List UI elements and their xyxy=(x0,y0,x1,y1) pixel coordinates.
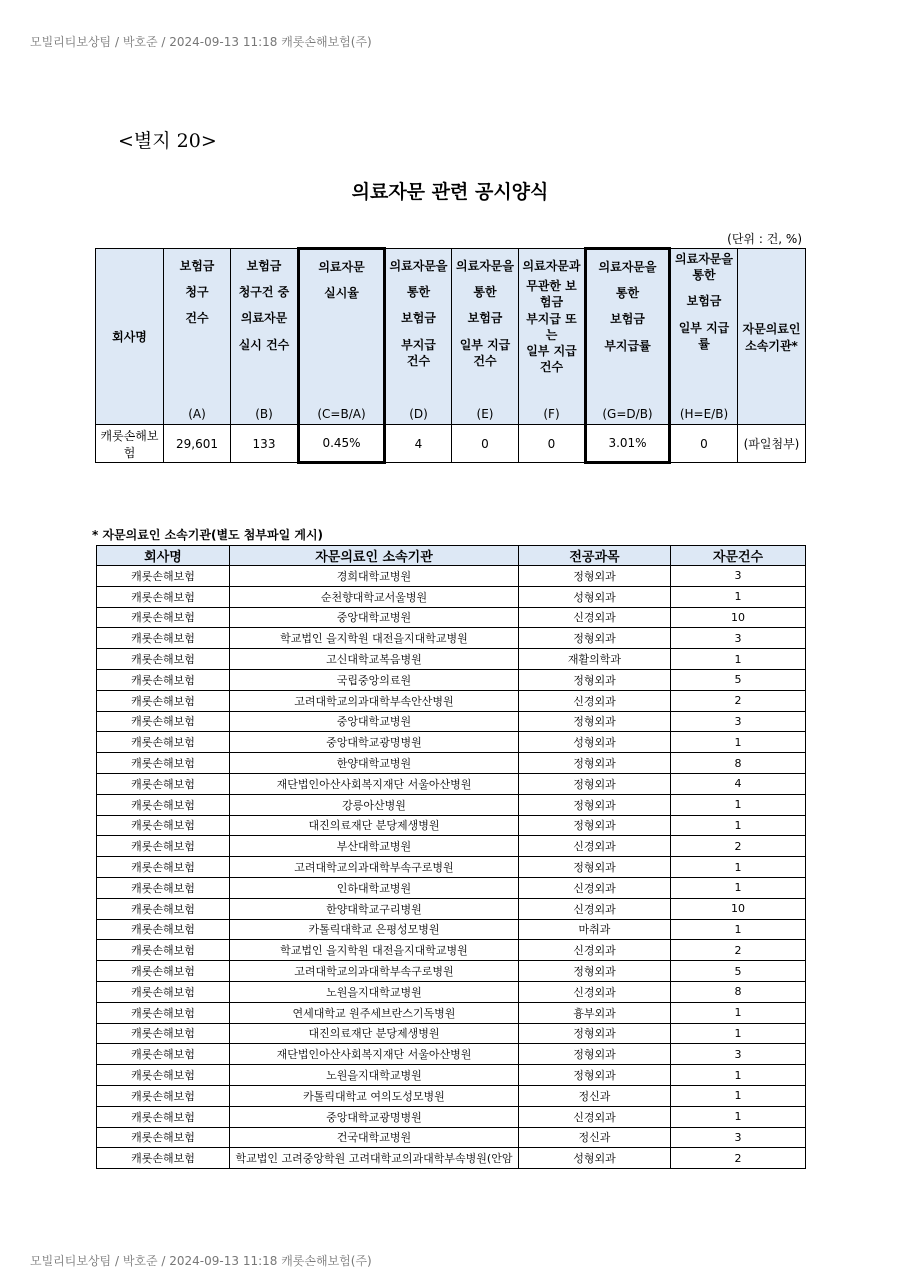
row-institution: 경희대학교병원 xyxy=(230,566,519,587)
col-specialty: 전공과목 xyxy=(519,546,671,566)
row-count: 5 xyxy=(671,669,806,690)
row-institution: 카톨릭대학교 여의도성모병원 xyxy=(230,1085,519,1106)
disclosure-summary-table xyxy=(95,247,806,464)
table-row xyxy=(97,877,806,898)
row-count: 1 xyxy=(671,919,806,940)
table-row xyxy=(97,711,806,732)
row-company: 캐롯손해보험 xyxy=(97,1044,230,1065)
table-row xyxy=(97,586,806,607)
row-specialty: 정신과 xyxy=(519,1127,671,1148)
watermark-top: 모빌리티보상팀 / 박호준 / 2024-09-13 11:18 캐롯손해보험(주) xyxy=(30,35,372,49)
row-count: 3 xyxy=(671,711,806,732)
row-specialty: 정형외과 xyxy=(519,794,671,815)
annex-label: <별지 20> xyxy=(118,130,217,152)
col-count: 자문건수 xyxy=(671,546,806,566)
row-specialty: 신경외과 xyxy=(519,981,671,1002)
row-count: 8 xyxy=(671,753,806,774)
header-institution: 자문의료인 소속기관* xyxy=(738,249,806,425)
row-count: 3 xyxy=(671,1127,806,1148)
row-specialty: 신경외과 xyxy=(519,836,671,857)
row-count: 1 xyxy=(671,586,806,607)
row-specialty: 재활의학과 xyxy=(519,649,671,670)
row-count: 10 xyxy=(671,898,806,919)
cell-denied: 4 xyxy=(385,425,452,463)
watermark-bottom: 모빌리티보상팀 / 박호준 / 2024-09-13 11:18 캐롯손해보험(주) xyxy=(30,1254,372,1268)
row-company: 캐롯손해보험 xyxy=(97,649,230,670)
row-specialty: 신경외과 xyxy=(519,1106,671,1127)
row-company: 캐롯손해보험 xyxy=(97,1002,230,1023)
row-company: 캐롯손해보험 xyxy=(97,1127,230,1148)
row-specialty: 정형외과 xyxy=(519,1023,671,1044)
table-row xyxy=(97,815,806,836)
row-company: 캐롯손해보험 xyxy=(97,940,230,961)
row-company: 캐롯손해보험 xyxy=(97,836,230,857)
row-count: 1 xyxy=(671,649,806,670)
row-institution: 학교법인 을지학원 대전을지대학교병원 xyxy=(230,940,519,961)
table-row xyxy=(97,1085,806,1106)
row-institution: 한양대학교병원 xyxy=(230,753,519,774)
row-institution: 부산대학교병원 xyxy=(230,836,519,857)
advisor-institution-table xyxy=(96,545,806,1169)
row-institution: 고신대학교복음병원 xyxy=(230,649,519,670)
row-institution: 순천향대학교서울병원 xyxy=(230,586,519,607)
row-institution: 학교법인 고려중앙학원 고려대학교의과대학부속병원(안암 xyxy=(230,1148,519,1169)
table-row xyxy=(97,753,806,774)
row-institution: 중앙대학교광명병원 xyxy=(230,1106,519,1127)
col-institution: 자문의료인 소속기관 xyxy=(230,546,519,566)
cell-denial-rate: 3.01% xyxy=(586,425,670,463)
table-row xyxy=(97,1106,806,1127)
row-specialty: 성형외과 xyxy=(519,586,671,607)
row-institution: 강릉아산병원 xyxy=(230,794,519,815)
row-specialty: 정형외과 xyxy=(519,857,671,878)
row-company: 캐롯손해보험 xyxy=(97,981,230,1002)
row-institution: 대진의료재단 분당제생병원 xyxy=(230,1023,519,1044)
row-specialty: 정형외과 xyxy=(519,753,671,774)
row-specialty: 성형외과 xyxy=(519,732,671,753)
row-institution: 중앙대학교광명병원 xyxy=(230,732,519,753)
table-row xyxy=(97,898,806,919)
row-company: 캐롯손해보험 xyxy=(97,1023,230,1044)
table-row xyxy=(97,1127,806,1148)
cell-rate: 0.45% xyxy=(299,425,385,463)
cell-partial-rate: 0 xyxy=(670,425,738,463)
row-company: 캐롯손해보험 xyxy=(97,1106,230,1127)
header-denial-rate: 의료자문을 통한 보험금 부지급률 (G=D/B) xyxy=(586,249,670,425)
cell-company: 캐롯손해보험 xyxy=(96,425,164,463)
row-institution: 국립중앙의료원 xyxy=(230,669,519,690)
row-count: 1 xyxy=(671,794,806,815)
row-specialty: 신경외과 xyxy=(519,690,671,711)
cell-institution: (파일첨부) xyxy=(738,425,806,463)
header-denied: 의료자문을 통한 보험금 부지급 건수 (D) xyxy=(385,249,452,425)
cell-claims: 29,601 xyxy=(164,425,231,463)
row-count: 10 xyxy=(671,607,806,628)
row-specialty: 정형외과 xyxy=(519,628,671,649)
row-company: 캐롯손해보험 xyxy=(97,794,230,815)
row-institution: 학교법인 을지학원 대전을지대학교병원 xyxy=(230,628,519,649)
row-institution: 연세대학교 원주세브란스기독병원 xyxy=(230,1002,519,1023)
row-count: 2 xyxy=(671,940,806,961)
row-institution: 재단법인아산사회복지재단 서울아산병원 xyxy=(230,1044,519,1065)
row-count: 5 xyxy=(671,961,806,982)
row-count: 1 xyxy=(671,1085,806,1106)
row-institution: 대진의료재단 분당제생병원 xyxy=(230,815,519,836)
summary-data-row xyxy=(96,425,806,463)
row-institution: 카톨릭대학교 은평성모병원 xyxy=(230,919,519,940)
row-count: 3 xyxy=(671,628,806,649)
header-unrelated: 의료자문과 무관한 보 험금 부지급 또 는 일부 지급 건수 (F) xyxy=(519,249,586,425)
row-specialty: 정형외과 xyxy=(519,815,671,836)
row-institution: 고려대학교의과대학부속안산병원 xyxy=(230,690,519,711)
header-advised: 보험금 청구건 중 의료자문 실시 건수 (B) xyxy=(231,249,299,425)
row-count: 3 xyxy=(671,566,806,587)
table-row xyxy=(97,773,806,794)
row-count: 1 xyxy=(671,1106,806,1127)
row-specialty: 신경외과 xyxy=(519,877,671,898)
row-institution: 노원을지대학교병원 xyxy=(230,1065,519,1086)
row-institution: 한양대학교구리병원 xyxy=(230,898,519,919)
row-company: 캐롯손해보험 xyxy=(97,815,230,836)
row-company: 캐롯손해보험 xyxy=(97,877,230,898)
row-specialty: 신경외과 xyxy=(519,940,671,961)
row-company: 캐롯손해보험 xyxy=(97,566,230,587)
row-count: 1 xyxy=(671,732,806,753)
row-company: 캐롯손해보험 xyxy=(97,919,230,940)
table-row xyxy=(97,1044,806,1065)
advisor-note: * 자문의료인 소속기관(별도 첨부파일 게시) xyxy=(92,528,324,542)
row-institution: 노원을지대학교병원 xyxy=(230,981,519,1002)
row-company: 캐롯손해보험 xyxy=(97,586,230,607)
table-row xyxy=(97,649,806,670)
advisor-header-row xyxy=(97,546,806,566)
header-company: 회사명 xyxy=(96,249,164,425)
row-specialty: 정형외과 xyxy=(519,1065,671,1086)
header-rate: 의료자문 실시율 (C=B/A) xyxy=(299,249,385,425)
header-partial: 의료자문을 통한 보험금 일부 지급 건수 (E) xyxy=(452,249,519,425)
row-institution: 중앙대학교병원 xyxy=(230,711,519,732)
row-count: 8 xyxy=(671,981,806,1002)
row-company: 캐롯손해보험 xyxy=(97,669,230,690)
table-row xyxy=(97,607,806,628)
table-row xyxy=(97,1065,806,1086)
row-company: 캐롯손해보험 xyxy=(97,711,230,732)
table-row xyxy=(97,940,806,961)
row-specialty: 정형외과 xyxy=(519,669,671,690)
row-specialty: 정형외과 xyxy=(519,773,671,794)
row-specialty: 흉부외과 xyxy=(519,1002,671,1023)
table-row xyxy=(97,919,806,940)
table-row xyxy=(97,836,806,857)
row-count: 2 xyxy=(671,690,806,711)
table-row xyxy=(97,1148,806,1169)
row-specialty: 신경외과 xyxy=(519,898,671,919)
row-specialty: 신경외과 xyxy=(519,607,671,628)
header-claims: 보험금 청구 건수 (A) xyxy=(164,249,231,425)
row-count: 1 xyxy=(671,857,806,878)
row-company: 캐롯손해보험 xyxy=(97,961,230,982)
row-institution: 재단법인아산사회복지재단 서울아산병원 xyxy=(230,773,519,794)
row-count: 4 xyxy=(671,773,806,794)
row-specialty: 성형외과 xyxy=(519,1148,671,1169)
table-row xyxy=(97,566,806,587)
row-count: 2 xyxy=(671,1148,806,1169)
unit-label: (단위 : 건, %) xyxy=(727,232,802,246)
table-row xyxy=(97,1002,806,1023)
row-specialty: 마취과 xyxy=(519,919,671,940)
table-row xyxy=(97,857,806,878)
row-institution: 고려대학교의과대학부속구로병원 xyxy=(230,961,519,982)
row-count: 1 xyxy=(671,1023,806,1044)
table-row xyxy=(97,794,806,815)
header-partial-rate: 의료자문을 통한 보험금 일부 지급 률 (H=E/B) xyxy=(670,249,738,425)
row-company: 캐롯손해보험 xyxy=(97,857,230,878)
row-count: 1 xyxy=(671,815,806,836)
row-company: 캐롯손해보험 xyxy=(97,607,230,628)
row-company: 캐롯손해보험 xyxy=(97,1065,230,1086)
table-row xyxy=(97,1023,806,1044)
row-count: 1 xyxy=(671,1002,806,1023)
row-specialty: 정형외과 xyxy=(519,711,671,732)
row-company: 캐롯손해보험 xyxy=(97,898,230,919)
row-count: 2 xyxy=(671,836,806,857)
row-specialty: 정형외과 xyxy=(519,961,671,982)
table-row xyxy=(97,732,806,753)
cell-partial: 0 xyxy=(452,425,519,463)
row-specialty: 정신과 xyxy=(519,1085,671,1106)
table-row xyxy=(97,690,806,711)
row-specialty: 정형외과 xyxy=(519,566,671,587)
row-count: 3 xyxy=(671,1044,806,1065)
table-row xyxy=(97,628,806,649)
row-company: 캐롯손해보험 xyxy=(97,628,230,649)
table-row xyxy=(97,669,806,690)
row-company: 캐롯손해보험 xyxy=(97,753,230,774)
table-row xyxy=(97,961,806,982)
summary-header-row xyxy=(96,249,806,425)
table-row xyxy=(97,981,806,1002)
cell-advised: 133 xyxy=(231,425,299,463)
row-institution: 중앙대학교병원 xyxy=(230,607,519,628)
page-title: 의료자문 관련 공시양식 xyxy=(351,181,549,203)
row-institution: 건국대학교병원 xyxy=(230,1127,519,1148)
row-institution: 인하대학교병원 xyxy=(230,877,519,898)
row-company: 캐롯손해보험 xyxy=(97,1148,230,1169)
row-count: 1 xyxy=(671,877,806,898)
cell-unrelated: 0 xyxy=(519,425,586,463)
advisor-rows xyxy=(97,566,806,1169)
col-company: 회사명 xyxy=(97,546,230,566)
row-company: 캐롯손해보험 xyxy=(97,773,230,794)
row-company: 캐롯손해보험 xyxy=(97,690,230,711)
row-company: 캐롯손해보험 xyxy=(97,732,230,753)
row-specialty: 정형외과 xyxy=(519,1044,671,1065)
row-count: 1 xyxy=(671,1065,806,1086)
row-institution: 고려대학교의과대학부속구로병원 xyxy=(230,857,519,878)
row-company: 캐롯손해보험 xyxy=(97,1085,230,1106)
